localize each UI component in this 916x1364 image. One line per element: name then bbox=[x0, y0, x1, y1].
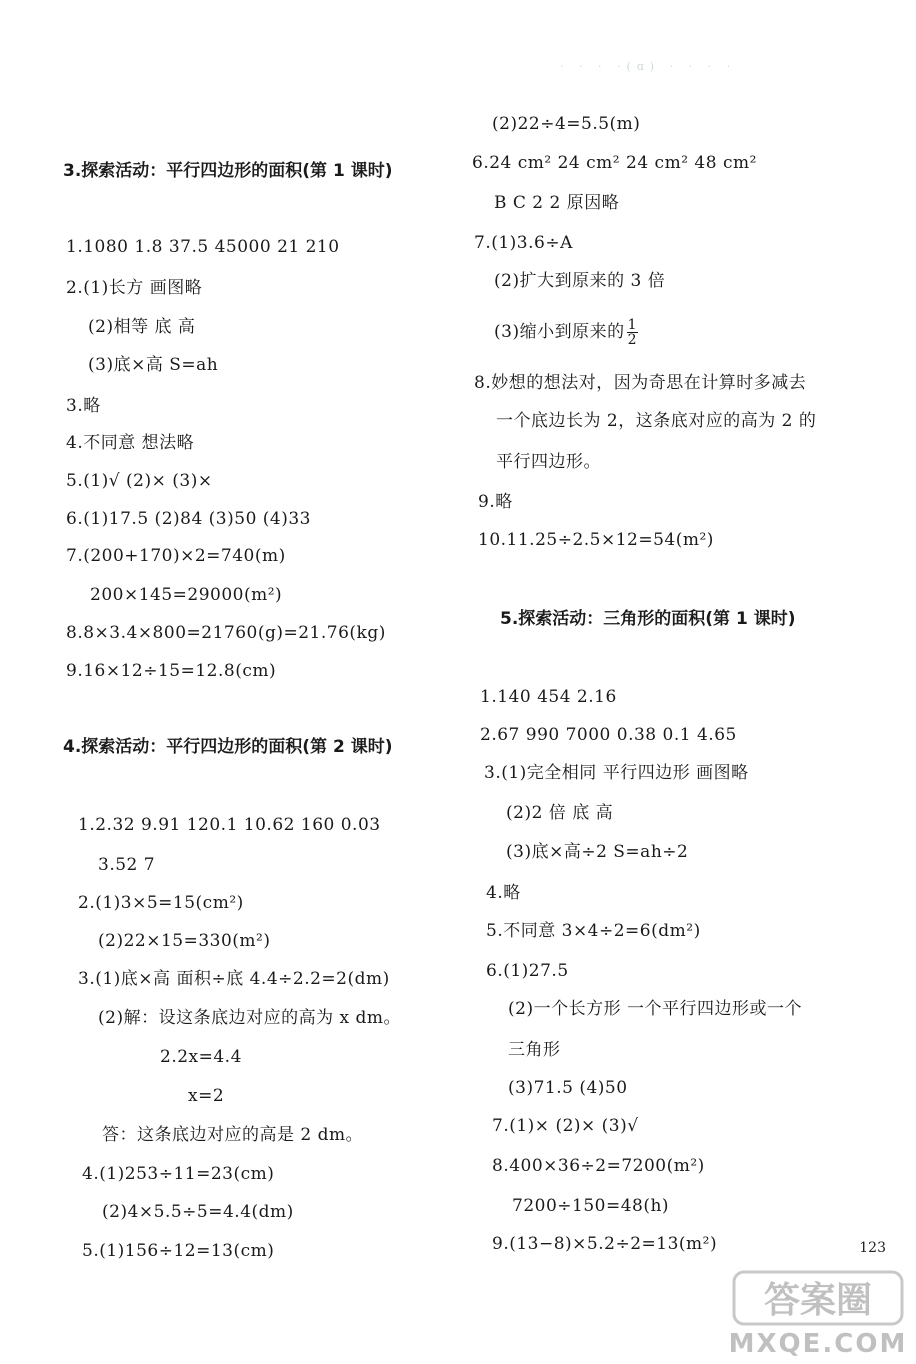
answer-line: (3)底×高÷2 S=ah÷2 bbox=[506, 842, 689, 862]
answer-line: 1.1080 1.8 37.5 45000 21 210 bbox=[66, 237, 340, 257]
answer-line: 6.24 cm² 24 cm² 24 cm² 48 cm² bbox=[472, 153, 757, 173]
answer-line: 8.8×3.4×800=21760(g)=21.76(kg) bbox=[66, 623, 386, 643]
answer-line: 4.不同意 想法略 bbox=[66, 433, 195, 453]
section-heading-3: 3.探索活动：平行四边形的面积(第 1 课时) bbox=[63, 161, 393, 181]
answer-line: (2)4×5.5÷5=4.4(dm) bbox=[102, 1202, 294, 1222]
answer-line: x=2 bbox=[188, 1086, 225, 1106]
header-faint-text: · · · ·(ɑ) · · · · bbox=[560, 60, 737, 73]
answer-line: (3)底×高 S=ah bbox=[88, 355, 219, 375]
answer-line: 2.67 990 7000 0.38 0.1 4.65 bbox=[480, 725, 737, 745]
fraction-denominator: 2 bbox=[627, 332, 638, 348]
answer-line: 8.400×36÷2=7200(m²) bbox=[492, 1156, 705, 1176]
watermark-top-text: 答案圈 bbox=[763, 1280, 873, 1321]
answer-line: 200×145=29000(m²) bbox=[90, 585, 283, 605]
answer-line: 1.2.32 9.91 120.1 10.62 160 0.03 bbox=[78, 815, 381, 835]
answer-line: 3.(1)完全相同 平行四边形 画图略 bbox=[484, 763, 749, 783]
answer-line: 答：这条底边对应的高是 2 dm。 bbox=[102, 1125, 364, 1145]
answer-line: 9.16×12÷15=12.8(cm) bbox=[66, 661, 277, 681]
answer-line: (2)一个长方形 一个平行四边形或一个 bbox=[508, 999, 802, 1019]
answer-line: (2)相等 底 高 bbox=[88, 317, 196, 337]
answer-line: 10.11.25÷2.5×12=54(m²) bbox=[478, 530, 714, 550]
answer-line: 3.(1)底×高 面积÷底 4.4÷2.2=2(dm) bbox=[78, 969, 390, 989]
answer-line: 2.(1)长方 画图略 bbox=[66, 278, 203, 298]
answer-line: (3)71.5 (4)50 bbox=[508, 1078, 628, 1098]
answer-line: (2)解：设这条底边对应的高为 x dm。 bbox=[98, 1008, 401, 1028]
answer-line: 5.(1)156÷12=13(cm) bbox=[82, 1241, 275, 1261]
answer-line: 3.52 7 bbox=[98, 855, 156, 875]
answer-line: 8.妙想的想法对，因为奇思在计算时多减去 bbox=[474, 373, 807, 393]
answer-line: 9.(13−8)×5.2÷2=13(m²) bbox=[492, 1234, 718, 1254]
answer-line: 1.140 454 2.16 bbox=[480, 687, 617, 707]
answer-line: 7.(200+170)×2=740(m) bbox=[66, 546, 286, 566]
answer-line: 7.(1)3.6÷A bbox=[474, 233, 573, 253]
answer-line: 4.略 bbox=[486, 883, 521, 903]
answer-line: 5.不同意 3×4÷2=6(dm²) bbox=[486, 921, 701, 941]
fraction-numerator: 1 bbox=[627, 317, 638, 333]
fraction bbox=[627, 318, 638, 347]
answer-line: 3.略 bbox=[66, 396, 101, 416]
answer-line: (2)22÷4=5.5(m) bbox=[492, 114, 641, 134]
answer-line: 7200÷150=48(h) bbox=[512, 1196, 670, 1216]
answer-line: 2.2x=4.4 bbox=[160, 1047, 242, 1067]
watermark-bottom-text: MXQE.COM bbox=[728, 1329, 908, 1358]
answer-text: (3)缩小到原来的 bbox=[494, 322, 625, 342]
answer-line: 7.(1)× (2)× (3)√ bbox=[492, 1116, 639, 1136]
answer-line: (2)2 倍 底 高 bbox=[506, 803, 614, 823]
section-heading-5: 5.探索活动：三角形的面积(第 1 课时) bbox=[500, 609, 796, 629]
answer-line: 三角形 bbox=[508, 1040, 561, 1060]
answer-line: 2.(1)3×5=15(cm²) bbox=[78, 893, 244, 913]
watermark-graphic bbox=[728, 1268, 908, 1358]
answer-line: 9.略 bbox=[478, 492, 513, 512]
answer-line: (2)22×15=330(m²) bbox=[98, 931, 271, 951]
answer-line: 平行四边形。 bbox=[496, 452, 601, 472]
answer-line-fraction bbox=[494, 318, 638, 347]
answer-line: 4.(1)253÷11=23(cm) bbox=[82, 1164, 275, 1184]
answer-line: 一个底边长为 2，这条底对应的高为 2 的 bbox=[496, 411, 817, 431]
answer-line: B C 2 2 原因略 bbox=[494, 193, 620, 213]
page-number: 123 bbox=[859, 1240, 886, 1256]
answer-line: 5.(1)√ (2)× (3)× bbox=[66, 471, 213, 491]
section-heading-4: 4.探索活动：平行四边形的面积(第 2 课时) bbox=[63, 737, 393, 757]
watermark-logo bbox=[728, 1268, 908, 1358]
answer-line: 6.(1)27.5 bbox=[486, 961, 569, 981]
answer-line: (2)扩大到原来的 3 倍 bbox=[494, 271, 666, 291]
answer-line: 6.(1)17.5 (2)84 (3)50 (4)33 bbox=[66, 509, 312, 529]
